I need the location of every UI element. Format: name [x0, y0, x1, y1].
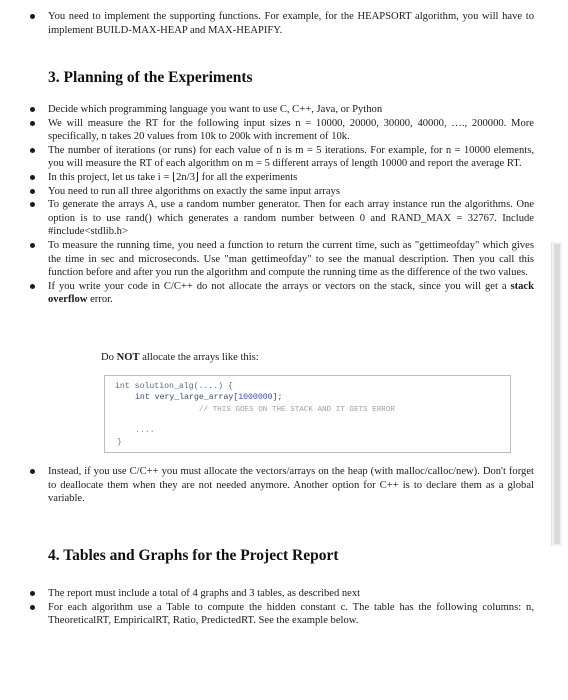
- planning-list: [0, 103, 568, 307]
- bullet-text: error.: [87, 294, 113, 306]
- bullet-text: In this project, let us take i = ⌊2n/3⌋ for all the experiments: [48, 171, 298, 183]
- bullet-icon: [30, 189, 35, 194]
- section-heading-planning: 3. Planning of the Experiments: [48, 69, 253, 86]
- list-item: [0, 280, 568, 307]
- list-item: [0, 185, 568, 199]
- bullet-icon: [30, 14, 35, 19]
- section-heading-tables: 4. Tables and Graphs for the Project Report: [48, 547, 339, 564]
- bullet-text: To generate the arrays A, use a random number generator. Then for each array instance run the algorithms. One option is to use rand() which generates a random number between 0 and RAND_MAX = 32767. Include #include<stdlib.h>: [48, 199, 534, 238]
- list-item: [0, 465, 568, 506]
- code-comment: // THIS GOES ON THE STACK AND IT GETS ERROR: [199, 406, 395, 414]
- bullet-icon: [30, 107, 35, 112]
- warning-text: allocate the arrays like this:: [139, 352, 259, 363]
- bullet-text: The number of iterations (or runs) for each value of n is m = 5 iterations. For example, for n = 10000 elements, you will measure the RT of each algorithm on m = 5 different arrays of length 10000 and report the average RT.: [48, 144, 534, 170]
- heap-note-list: [0, 465, 568, 506]
- bullet-text: Instead, if you use C/C++ you must allocate the vectors/arrays on the heap (with malloc/calloc/new). Don't forget to deallocate them when they are not needed anymore. Another option for C++ is to declare them as a global variable.: [48, 466, 534, 505]
- intro-list: [0, 10, 568, 37]
- list-item: [0, 171, 568, 185]
- list-item: [0, 587, 568, 601]
- bullet-icon: [30, 284, 35, 289]
- stack-warning-line: [101, 352, 259, 363]
- code-text: ];: [272, 393, 283, 402]
- code-line: ....: [135, 426, 155, 435]
- bullet-text: Decide which programming language you want to use C, C++, Java, or Python: [48, 104, 383, 115]
- code-block: [104, 375, 511, 453]
- bullet-icon: [30, 202, 35, 207]
- code-number: 1000000: [238, 393, 273, 402]
- bullet-text: If you write your code in C/C++ do not allocate the arrays or vectors on the stack, since you will get a: [48, 280, 511, 292]
- code-line: [135, 392, 282, 403]
- bullet-text: You need to run all three algorithms on exactly the same input arrays: [48, 185, 340, 197]
- bold-text: stack overflow: [48, 280, 534, 306]
- bullet-icon: [30, 605, 35, 610]
- bullet-text: We will measure the RT for the following input sizes n = 10000, 20000, 30000, 40000, …., 200000. More specifically, n takes 20 values from 10k to 200k with increment of 10k.: [48, 117, 534, 143]
- list-item: [0, 144, 568, 171]
- warning-text: Do: [101, 352, 117, 363]
- bullet-icon: [30, 243, 35, 248]
- bullet-text: For each algorithm use a Table to compute the hidden constant c. The table has the following columns: n, TheoreticalRT, EmpiricalRT, Ratio, PredictedRT. See the example below.: [48, 601, 534, 627]
- bullet-icon: [30, 148, 35, 153]
- code-line: }: [117, 438, 122, 447]
- list-item: [0, 103, 568, 117]
- bullet-icon: [30, 591, 35, 596]
- list-item: [0, 117, 568, 144]
- tables-list: [0, 587, 568, 628]
- bullet-icon: [30, 175, 35, 180]
- bullet-icon: [30, 469, 35, 474]
- list-item: [0, 198, 568, 239]
- list-item: [0, 239, 568, 280]
- bullet-text: You need to implement the supporting functions. For example, for the HEAPSORT algorithm, you will have to implement BUILD-MAX-HEAP and MAX-HEAPIFY.: [48, 11, 534, 36]
- bullet-icon: [30, 121, 35, 126]
- bold-text: NOT: [116, 352, 140, 363]
- code-line: int solution_alg(....) {: [115, 382, 233, 391]
- bullet-text: The report must include a total of 4 graphs and 3 tables, as described next: [48, 588, 361, 599]
- bullet-text: To measure the running time, you need a function to return the current time, such as "gettimeofday" which gives the time in sec and microseconds. Use "man gettimeofday" to see the manual description. Then you call this function before and after you run the algorithm and compute the running time as the difference of the two values.: [48, 239, 534, 279]
- list-item: [0, 10, 568, 37]
- code-text: int very_large_array[: [135, 393, 239, 402]
- list-item: [0, 601, 568, 628]
